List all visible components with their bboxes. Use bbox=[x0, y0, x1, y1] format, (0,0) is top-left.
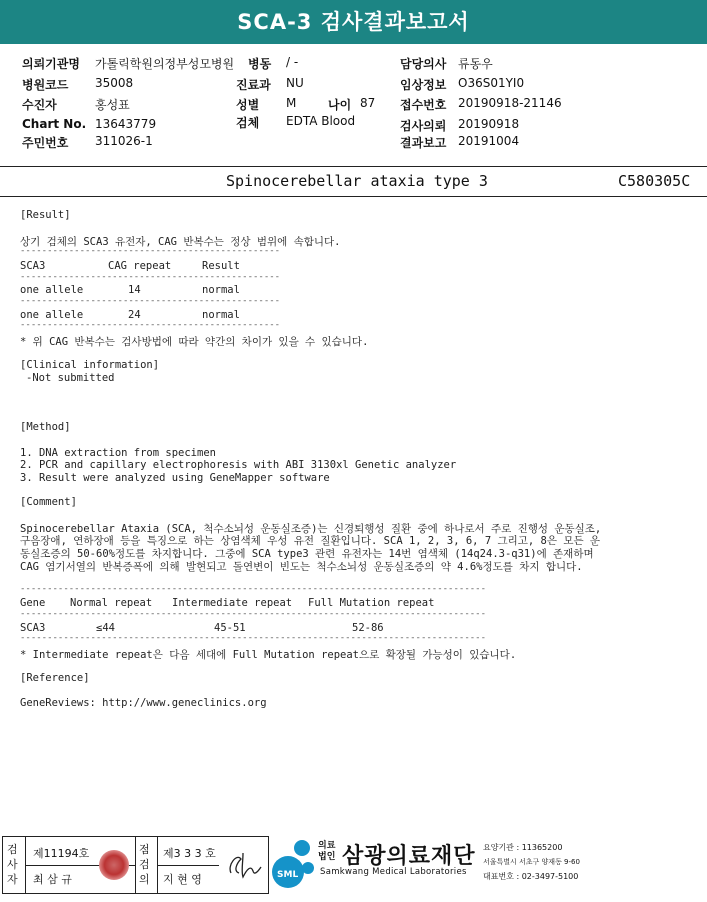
clinical-value: -Not submitted bbox=[26, 372, 115, 384]
repeat-col-gene: Gene bbox=[20, 597, 46, 609]
result-row-status: normal bbox=[202, 309, 240, 321]
examiner-name: 최 삼 규 bbox=[33, 873, 72, 886]
result-row-allele: one allele bbox=[20, 284, 84, 296]
department-value: NU bbox=[286, 76, 304, 90]
result-row-status: normal bbox=[202, 284, 240, 296]
test-code: C580305C bbox=[618, 172, 691, 190]
comment-heading: [Comment] bbox=[20, 496, 77, 508]
divider: ------------------------------------------------ bbox=[20, 246, 281, 256]
top-rule bbox=[0, 166, 707, 167]
doctor-value: 류동우 bbox=[458, 57, 493, 71]
org-prefix bbox=[318, 841, 335, 863]
comment-line: CAG 염기서열의 반복증폭에 의해 발현되고 돌연변이 빈도는 척수소뇌성 운동실조증의 약 4.6%정도를 차지 합니다. bbox=[20, 561, 583, 573]
report-title: SCA-3 검사결과보고서 bbox=[237, 10, 470, 34]
examiner-label: 검사자 bbox=[7, 843, 18, 886]
clinical-heading: [Clinical information] bbox=[20, 359, 160, 371]
report-value: 20191004 bbox=[458, 134, 520, 148]
result-heading: [Result] bbox=[20, 209, 71, 221]
org-address: 서울특별시 서초구 양재동 9-60 bbox=[483, 858, 580, 866]
org-name: 삼광의료재단 bbox=[342, 844, 476, 869]
age-label: 나이 bbox=[328, 98, 352, 112]
hospital-code-label: 병원코드 bbox=[22, 78, 69, 92]
repeat-row-intermediate: 45-51 bbox=[214, 622, 246, 634]
result-col-repeat: CAG repeat bbox=[108, 260, 172, 272]
receipt-value: 20190918-21146 bbox=[458, 96, 562, 110]
comment-line: 구음장애, 연하장애 등을 특징으로 하는 상염색체 우성 유전 질환입니다. SCA 1, 2, 3, 6, 7 그리고, 8은 모든 운 bbox=[20, 535, 601, 547]
divider: ------------------------------------------------ bbox=[20, 320, 281, 330]
org-prefix-top: 의료 bbox=[318, 841, 336, 851]
repeat-col-normal: Normal repeat bbox=[70, 597, 153, 609]
institution-value: 가톨릭학원의정부성모병원 bbox=[95, 57, 235, 71]
examiner-license: 제11194호 bbox=[33, 847, 90, 860]
patient-label: 수진자 bbox=[22, 98, 57, 112]
receipt-label: 접수번호 bbox=[400, 98, 447, 112]
divider: ------------------------------------------------ bbox=[20, 296, 281, 306]
repeat-row-gene: SCA3 bbox=[20, 622, 46, 634]
hospital-code-value: 35008 bbox=[95, 76, 134, 90]
clinical-info-value: O36S01YI0 bbox=[458, 76, 525, 90]
doctor-label: 담당의사 bbox=[400, 57, 447, 71]
comment-note: * Intermediate repeat은 다음 세대에 Full Mutation repeat으로 확장될 가능성이 있습니다. bbox=[20, 649, 517, 661]
bottom-rule bbox=[0, 196, 707, 197]
divider: -------------------------------------------------------------------------------------- bbox=[20, 584, 486, 594]
department-label: 진료과 bbox=[236, 78, 271, 92]
clinical-info-label: 임상정보 bbox=[400, 78, 447, 92]
result-note: * 위 CAG 반복수는 검사방법에 따라 약간의 차이가 있을 수 있습니다. bbox=[20, 336, 369, 348]
method-line: 1. DNA extraction from specimen bbox=[20, 447, 216, 459]
divider bbox=[135, 837, 136, 893]
specimen-value: EDTA Blood bbox=[286, 114, 356, 128]
result-summary: 상기 검체의 SCA3 유전자, CAG 반복수는 정상 범위에 속합니다. bbox=[20, 236, 341, 248]
institution-label: 의뢰기관명 bbox=[22, 57, 80, 71]
org-phone: 대표번호 : 02-3497-5100 bbox=[483, 872, 579, 881]
divider: -------------------------------------------------------------------------------------- bbox=[20, 609, 486, 619]
chart-label: Chart No. bbox=[22, 117, 87, 131]
result-row-allele: one allele bbox=[20, 309, 84, 321]
reviewer-label: 점검의 bbox=[139, 843, 150, 886]
org-prefix-bottom: 법인 bbox=[318, 852, 336, 862]
logo-text: SML bbox=[277, 870, 299, 880]
org-code: 요양기관 : 11365200 bbox=[483, 843, 563, 852]
divider: -------------------------------------------------------------------------------------- bbox=[20, 633, 486, 643]
repeat-col-intermediate: Intermediate repeat bbox=[172, 597, 293, 609]
reviewer-signature bbox=[225, 847, 263, 883]
repeat-row-normal: ≤44 bbox=[96, 622, 115, 634]
result-col-result: Result bbox=[202, 260, 240, 272]
chart-value: 13643779 bbox=[95, 117, 157, 131]
result-col-gene: SCA3 bbox=[20, 260, 46, 272]
sex-label: 성별 bbox=[236, 98, 260, 112]
resident-label: 주민번호 bbox=[22, 136, 69, 150]
reviewer-license: 제3 3 3 호 bbox=[163, 847, 216, 860]
result-row-repeat: 24 bbox=[128, 309, 141, 321]
repeat-row-full: 52-86 bbox=[352, 622, 384, 634]
patient-value: 홍성표 bbox=[95, 98, 130, 112]
test-name: Spinocerebellar ataxia type 3 bbox=[226, 172, 488, 190]
method-line: 3. Result were analyzed using GeneMapper software bbox=[20, 472, 330, 484]
ward-value: / - bbox=[286, 55, 299, 69]
request-value: 20190918 bbox=[458, 117, 520, 131]
request-label: 검사의뢰 bbox=[400, 119, 447, 133]
reference-heading: [Reference] bbox=[20, 672, 90, 684]
method-line: 2. PCR and capillary electrophoresis with ABI 3130xl Genetic analyzer bbox=[20, 459, 457, 471]
divider bbox=[157, 865, 219, 866]
signature-box bbox=[2, 836, 269, 894]
comment-line: Spinocerebellar Ataxia (SCA, 척수소뇌성 운동실조증)는 신경퇴행성 질환 중에 하나로서 주로 진행성 운동실조, bbox=[20, 523, 602, 535]
resident-value: 311026-1 bbox=[95, 134, 153, 148]
method-heading: [Method] bbox=[20, 421, 71, 433]
age-value: 87 bbox=[360, 96, 376, 110]
reviewer-name: 지 현 영 bbox=[163, 873, 202, 886]
repeat-col-full: Full Mutation repeat bbox=[308, 597, 435, 609]
divider: ------------------------------------------------ bbox=[20, 272, 281, 282]
report-label: 결과보고 bbox=[400, 136, 447, 150]
org-english: Samkwang Medical Laboratories bbox=[320, 867, 467, 877]
sex-value: M bbox=[286, 96, 297, 110]
ward-label: 병동 bbox=[248, 57, 272, 71]
examiner-seal bbox=[99, 850, 129, 880]
result-row-repeat: 14 bbox=[128, 284, 141, 296]
reference-value: GeneReviews: http://www.geneclinics.org bbox=[20, 697, 267, 709]
comment-line: 동실조증의 50-60%정도를 차지합니다. 그중에 SCA type3 관련 유전자는 14번 염색체 (14q24.3-q31)에 존재하며 bbox=[20, 548, 594, 560]
specimen-label: 검체 bbox=[236, 116, 260, 130]
sml-logo-icon bbox=[270, 838, 316, 890]
